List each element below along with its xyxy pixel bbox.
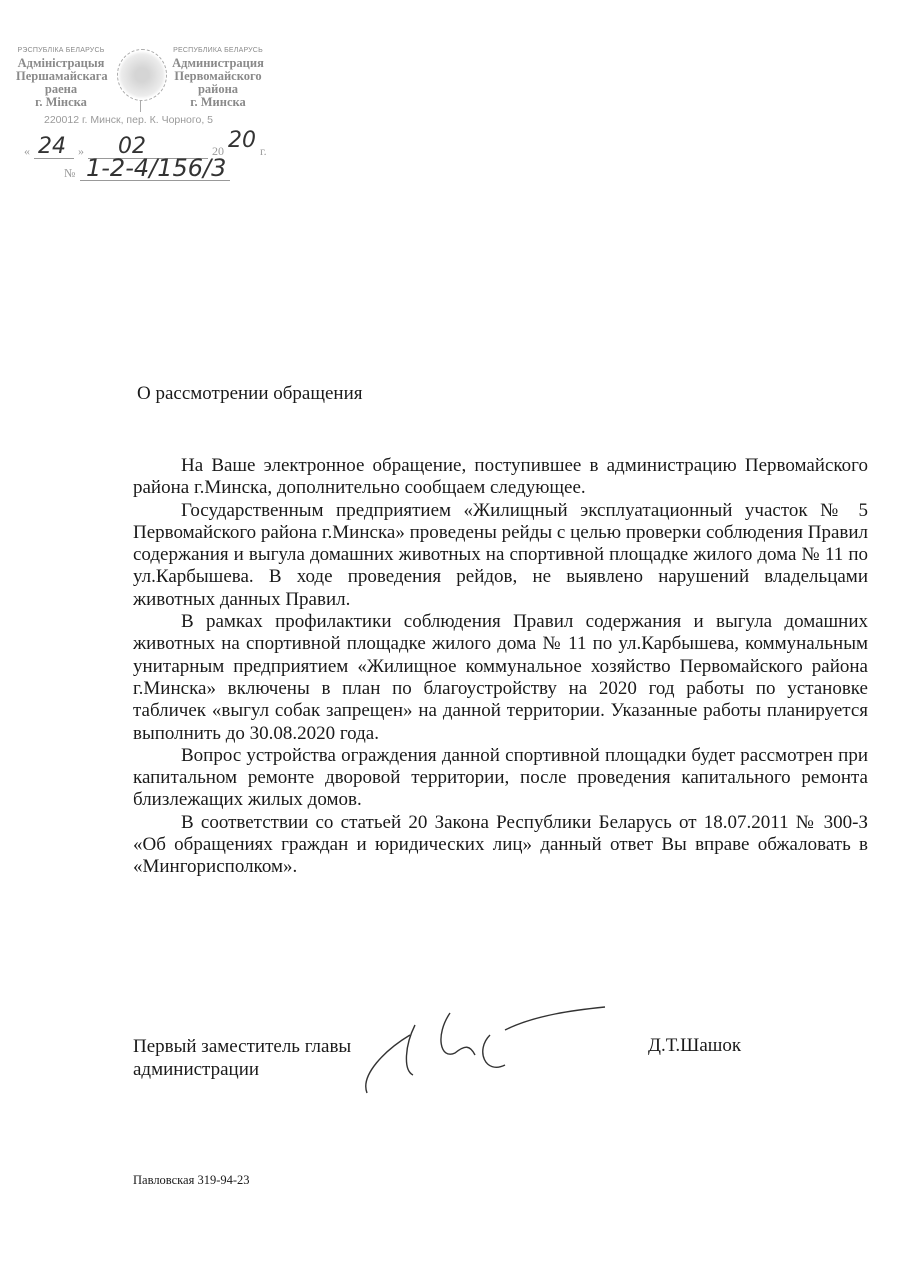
stamp-line: Первомайского: [174, 69, 262, 83]
stamp-line: Адміністрацыя: [17, 56, 105, 70]
stamp-country: РЕСПУБЛИКА БЕЛАРУСЬ: [173, 47, 263, 54]
stamp-line: Першамайскага: [16, 69, 108, 83]
stamp-line: раена: [44, 82, 78, 96]
stamp-left-belarusian: [16, 44, 106, 109]
stamp-divider: [140, 100, 141, 112]
stamp-line: г. Минска: [190, 95, 246, 109]
signatory-title-line: администрации: [133, 1059, 260, 1080]
paragraph: Государственным предприятием «Жилищный эксплуатационный участок № 5 Первомайского района г.Минска» проведены рейды с целью проверки соблюдения Правил содержания и выгула домашних животных на спортивной площадке жилого дома № 11 по ул.Карбышева. В ходе проведения рейдов, не выявлено нарушений владельцами животных данных Правил.: [133, 499, 868, 610]
paragraph: Вопрос устройства ограждения данной спортивной площадки будет рассмотрен при капитальном ремонте дворовой территории, после проведения капитального ремонта близлежащих жилых домов.: [133, 744, 868, 811]
signatory-title-line: Первый заместитель главы: [133, 1036, 352, 1057]
date-day: 24: [38, 134, 66, 159]
signatory-title: [133, 1035, 351, 1081]
stamp-line: Администрация: [172, 56, 264, 70]
stamp-line: г. Мінска: [35, 95, 87, 109]
quote-open: «: [24, 144, 30, 158]
stamp-line: района: [197, 82, 239, 96]
year-label: г.: [260, 144, 267, 158]
document-number: 1-2-4/156/3: [86, 154, 227, 182]
letter-subject: О рассмотрении обращения: [137, 383, 363, 404]
quote-close: »: [78, 144, 84, 158]
paragraph: В соответствии со статьей 20 Закона Республики Беларусь от 18.07.2011 № 300-З «Об обращениях граждан и юридических лиц» данный ответ Вы вправе обжаловать в «Мингорисполком».: [133, 811, 868, 878]
letter-body: [133, 455, 868, 879]
paragraph: На Ваше электронное обращение, поступившее в администрацию Первомайского района г.Минска, дополнительно сообщаем следующее.: [133, 455, 868, 499]
stamp-address: 220012 г. Минск, пер. К. Чорного, 5: [44, 114, 214, 126]
date-year-suffix: 20: [228, 128, 256, 153]
paragraph: В рамках профилактики соблюдения Правил содержания и выгула домашних животных на спортивной площадке жилого дома № 11 по ул.Карбышева, коммунальным унитарным предприятием «Жилищное коммунальное хозяйство Первомайского района г.Минска» включены в план по благоустройству на 2020 год работы по установке табличек «выгул собак запрещен» на данной территории. Указанные работы планируется выполнить до 30.08.2020 года.: [133, 611, 868, 744]
date-month: 02: [118, 134, 146, 159]
executor-contact: Павловская 319-94-23: [133, 1173, 250, 1187]
number-label: №: [64, 166, 76, 180]
state-emblem-icon: [117, 49, 167, 101]
signatory-name: Д.Т.Шашок: [648, 1035, 742, 1056]
stamp-country: РЭСПУБЛІКА БЕЛАРУСЬ: [17, 47, 105, 54]
handwritten-signature: [355, 1005, 615, 1100]
date-year-prefix: 20: [212, 144, 224, 158]
stamp-right-russian: [170, 44, 266, 109]
